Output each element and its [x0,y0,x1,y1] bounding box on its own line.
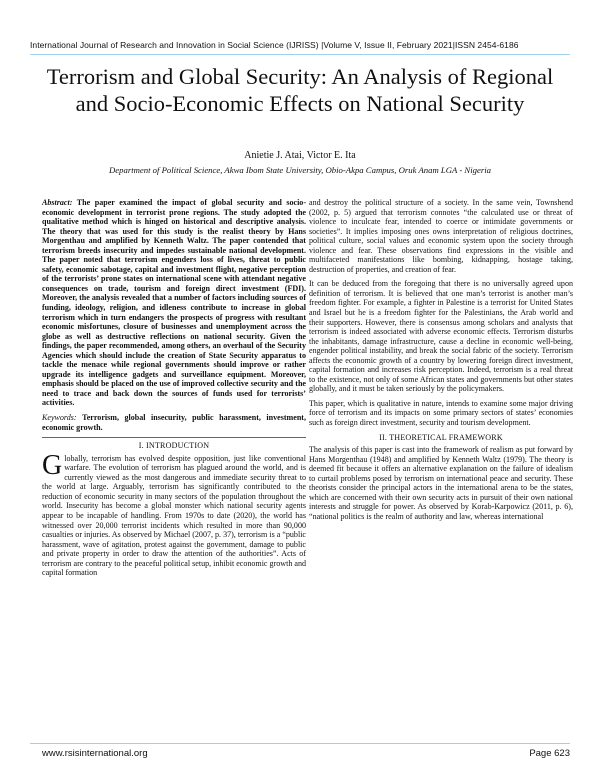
body-paragraph: It can be deduced from the foregoing that there is no universally agreed upon definition of terrorism. It is believed that one man’s terrorist is another man’s freedom fighter. For example, a fighter in Palestine is a terrorist for United States and Israel but he is a freedom fighter for the Palestinians, the Arab world and their supporters. However, there is consensus among scholars and analysts that terrorism is indeed associated with adverse economic effects. Terrorism disturbs the inhabitants, damage infrastructure, cause a decline in economic well-being, engender political instability, and break the social fabric of the society. Terrorism affects the economic growth of a country by lowering foreign direct investment, capital formation and increases risk perception. Indeed, terrorism is a real threat to the existence, not only of some African states and governments but other states globally, and it must be taken seriously by the policymakers. [309,279,573,394]
paper-affiliation: Department of Political Science, Akwa Ibom State University, Obio-Akpa Campus, Oruk Anam LGA - Nigeria [109,165,491,175]
section-heading-theoretical-framework: II. THEORETICAL FRAMEWORK [379,432,503,442]
paper-title: Terrorism and Global Security: An Analysis of Regional and Socio-Economic Effects on National Security [46,64,554,116]
left-column [42,198,306,583]
section-heading-introduction: I. INTRODUCTION [138,441,210,451]
footer-rule [30,743,570,744]
abstract-divider [42,437,306,438]
abstract [42,198,306,408]
journal-header: International Journal of Research and Innovation in Social Science (IJRISS) |Volume V, Issue II, February 2021|ISSN 2454-6186 [30,40,519,50]
abstract-text: The paper examined the impact of global security and socio-economic development in terrorist prone regions. The study adopted the qualitative method which is hinged on historical and descriptive analysis. The theory that was used for this study is the realist theory by Hans Morgenthau and amplified by Kenneth Waltz. The paper contended that terrorism breeds insecurity and impedes sustainable national development. The paper noted that terrorism engenders loss of lives, threat to public safety, economic sabotage, capital and investment flight, negative perception of the terrorists’ prone states on international scene with attendant negative consequences on trade, tourism and foreign direct investment (FDI). Moreover, the analysis revealed that a number of factors including sources of funding, ideology, religion, and idleness contribute to increase in global terrorism which in turn endangers the prospects of progress with resultant economic misfortunes, closure of businesses and unemployment across the globe as well as destructive reflections on national security. Given the findings, the paper recommended, among others, an overhaul of the Security Agencies which should include the creation of State Security apparatus to tackle the menace while regional governments should improve or rather upgrade its intelligence gadgets and surveillance equipment. Moreover, emphasis should be placed on the use of improved collective security and the need to trace and back down the sources of funds used for terrorists’ activities. [42,198,307,408]
abstract-label: Abstract: [42,198,73,207]
paper-authors: Anietie J. Atai, Victor E. Ita [244,150,356,161]
body-paragraph: and destroy the political structure of a society. In the same vein, Townshend (2002, p. 5) argued that terrorism connotes “the calculated use or threat of violence to inculcate fear, intended to coerce or intimidate governments or societies”. It implies imposing ones owns interpretation of religious doctrines, political culture, social values and economic system upon the society through violence and fear. These observations find expressions in the visible and multifaceted manifestations like bombing, kidnapping, hostage taking, destruction of properties, and creation of fear. [309,198,573,274]
header-rule [30,54,570,55]
keywords [42,413,306,432]
keywords-text: Terrorism, global insecurity, public harassment, investment, economic growth. [42,413,306,432]
right-column [309,198,573,527]
footer-page-number: Page 623 [529,748,570,759]
intro-paragraph: Globally, terrorism has evolved despite opposition, just like conventional warfare. The evolution of terrorism has plagued around the world, and is currently viewed as the most dangerous and immediate security threat to the world at large. Arguably, terrorism has significantly contributed to the reduction of economic security in many sectors of the population throughout the world. Insecurity has become a global monster which national security agents appear to be incapable of handling. From 1970s to date (2020), the world has witnessed over 20,000 terrorist incidents which resulted in more than 90,000 casualties or injuries. As observed by Michael (2007, p. 37), terrorism is a “public harassment, wave of agitation, protest against the government, damage to public and private property in order to draw the attention of the authorities”. Acts of terrorism are contrary to the peaceful political setup, inhibit economic growth and capital formation [42,449,306,578]
body-paragraph: The analysis of this paper is cast into the framework of realism as put forward by Hans Morgenthau (1948) and amplified by Kenneth Waltz (1979). The theory is deemed fit because it offers an alternative explanation on the failure of idealism to curtail problems posed by terrorism on international peace and security. These theorists consider the principal actors in the international arena to be the states, which are concerned with their own security acts in pursuit of their own national interests and struggle for power. As observed by Korab-Karpowicz (2011, p. 6), “national politics is the realm of authority and law, whereas international [309,445,573,521]
body-paragraph: This paper, which is qualitative in nature, intends to examine some major driving force of terrorism and its impacts on some primary sectors of states’ economies such as foreign direct investment, security and tourism development. [309,398,573,428]
keywords-label: Keywords: [42,413,77,423]
footer-website: www.rsisinternational.org [42,748,148,759]
